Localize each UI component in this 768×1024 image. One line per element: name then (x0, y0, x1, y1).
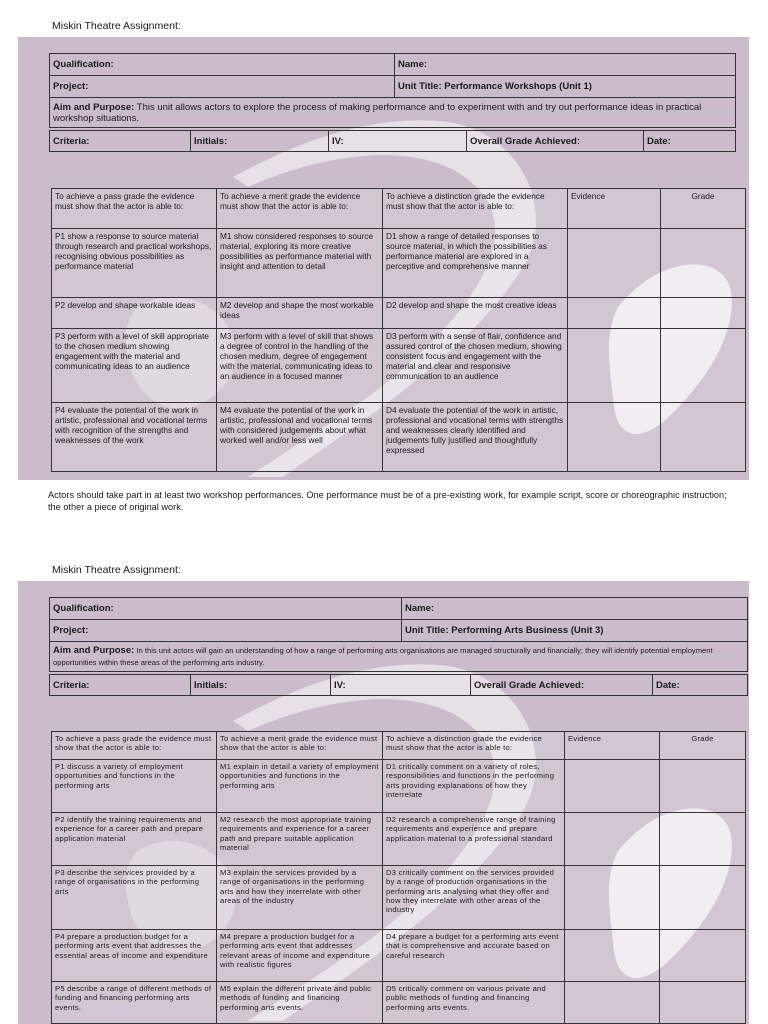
distinction-criterion: D2 research a comprehensive range of training requirements and experience and prepare application material to a professional standard (383, 813, 565, 866)
distinction-criterion: D5 critically comment on various private and public methods of funding and financing performing arts events. (383, 982, 565, 1024)
column-header-grade: Grade (661, 189, 746, 229)
criteria-row (52, 813, 746, 866)
distinction-criterion: D4 evaluate the potential of the work in artistic, professional and vocational terms with strengths and weaknesses clearly identified and judgements fully justified and thoughtfully expressed (383, 403, 568, 472)
column-header-merit: To achieve a merit grade the evidence must show that the actor is able to: (217, 732, 383, 760)
grade-cell[interactable] (660, 930, 746, 982)
aim-label: Aim and Purpose: (53, 644, 135, 656)
criteria-row (52, 760, 746, 813)
merit-criterion: M5 explain the different private and public methods of funding and financing performing arts events. (217, 982, 383, 1024)
grade-cell[interactable] (661, 298, 746, 329)
column-header-evidence: Evidence (565, 732, 660, 760)
assignment-grading-table (49, 130, 736, 152)
criteria-table (51, 731, 746, 1024)
assignment-header-table (49, 597, 748, 672)
assignment-caption: Miskin Theatre Assignment: (52, 20, 181, 32)
pass-criterion: P2 identify the training requirements and experience for a career path and prepare application material (52, 813, 217, 866)
merit-criterion: M2 develop and shape the most workable ideas (217, 298, 383, 329)
evidence-cell[interactable] (565, 866, 660, 930)
criteria-row (52, 298, 746, 329)
evidence-cell[interactable] (568, 329, 661, 403)
merit-criterion: M3 explain the services provided by a range of organisations in the performing arts and how they interrelate with other areas of the industry (217, 866, 383, 930)
evidence-cell[interactable] (568, 298, 661, 329)
grade-cell[interactable] (661, 329, 746, 403)
criteria-row (52, 229, 746, 298)
grade-cell[interactable] (660, 760, 746, 813)
evidence-cell[interactable] (565, 982, 660, 1024)
pass-criterion: P2 develop and shape workable ideas (52, 298, 217, 329)
column-header-evidence: Evidence (568, 189, 661, 229)
pass-criterion: P5 describe a range of different methods of funding and financing performing arts events. (52, 982, 217, 1024)
assignment-sheet (18, 37, 749, 480)
column-header-merit: To achieve a merit grade the evidence must show that the actor is able to: (217, 189, 383, 229)
project-field: Project: (50, 76, 395, 98)
grade-cell[interactable] (661, 403, 746, 472)
date-field: Date: (644, 131, 736, 152)
column-header-pass: To achieve a pass grade the evidence must show that the actor is able to: (52, 732, 217, 760)
criteria-field: Criteria: (50, 675, 191, 696)
grade-cell[interactable] (660, 866, 746, 930)
aim-label: Aim and Purpose: (53, 101, 135, 113)
distinction-criterion: D2 develop and shape the most creative ideas (383, 298, 568, 329)
initials-field: Initials: (191, 131, 329, 152)
merit-criterion: M2 research the most appropriate training requirements and experience for a career path and prepare suitable application material (217, 813, 383, 866)
project-field: Project: (50, 620, 402, 642)
assignment-sheet (18, 581, 749, 1024)
merit-criterion: M3 perform with a level of skill that shows a degree of control in the handling of the chosen medium, degree of engagement with the material, communicating ideas to an audience in a focused manner (217, 329, 383, 403)
pass-criterion: P4 prepare a production budget for a performing arts event that addresses the essential areas of income and expenditure (52, 930, 217, 982)
unit-title: Unit Title: Performance Workshops (Unit 1) (395, 76, 736, 98)
evidence-cell[interactable] (565, 760, 660, 813)
pass-criterion: P1 discuss a variety of employment opportunities and functions in the performing arts (52, 760, 217, 813)
initials-field: Initials: (191, 675, 331, 696)
overall-grade-field: Overall Grade Achieved: (467, 131, 644, 152)
grade-cell[interactable] (661, 229, 746, 298)
name-field: Name: (395, 54, 736, 76)
workshop-note: Actors should take part in at least two workshop performances. One performance must be of a pre-existing work, for example script, score or choreographic instruction; the other a piece of original work. (48, 490, 727, 513)
distinction-criterion: D3 critically comment on the services provided by a range of production organisations in the performing arts analysing what they offer and how they interrelate with other areas of the industry (383, 866, 565, 930)
pass-criterion: P1 show a response to source material through research and practical workshops, recognising obvious possibilities as performance material (52, 229, 217, 298)
column-header-grade: Grade (660, 732, 746, 760)
qualification-field: Qualification: (50, 54, 395, 76)
distinction-criterion: D3 perform with a sense of flair, confidence and assured control of the chosen medium, showing consistent focus and engagement with the material and clear and responsive communication to an audience (383, 329, 568, 403)
evidence-cell[interactable] (565, 813, 660, 866)
aim-and-purpose (50, 642, 748, 672)
iv-field: IV: (329, 131, 467, 152)
name-field: Name: (402, 598, 748, 620)
criteria-field: Criteria: (50, 131, 191, 152)
qualification-field: Qualification: (50, 598, 402, 620)
distinction-criterion: D1 critically comment on a variety of roles, responsibilities and functions in the performing arts providing explanations of how they interrelate (383, 760, 565, 813)
aim-text: In this unit actors will gain an understanding of how a range of performing arts organisations are managed structurally and financially; they will identify potential employment opportunities within these areas of the performing arts industry. (53, 645, 713, 667)
merit-criterion: M4 evaluate the potential of the work in artistic, professional and vocational terms with considered judgements about what worked well and/or less well (217, 403, 383, 472)
column-header-distinction: To achieve a distinction grade the evidence must show that the actor is able to: (383, 189, 568, 229)
pass-criterion: P4 evaluate the potential of the work in artistic, professional and vocational terms with recognition of the strengths and weaknesses of the work (52, 403, 217, 472)
grade-cell[interactable] (660, 982, 746, 1024)
aim-and-purpose (50, 98, 736, 128)
overall-grade-field: Overall Grade Achieved: (471, 675, 653, 696)
merit-criterion: M1 show considered responses to source material, exploring its more creative possibilities as performance material with insight and attention to detail (217, 229, 383, 298)
column-header-pass: To achieve a pass grade the evidence must show that the actor is able to: (52, 189, 217, 229)
criteria-row (52, 329, 746, 403)
grade-cell[interactable] (660, 813, 746, 866)
distinction-criterion: D4 prepare a budget for a performing arts event that is comprehensive and accurate based on careful research (383, 930, 565, 982)
assignment-grading-table (49, 674, 748, 696)
pass-criterion: P3 perform with a level of skill appropriate to the chosen medium showing engagement with the material and communicating ideas to an audience (52, 329, 217, 403)
aim-text: This unit allows actors to explore the process of making performance and to experiment with and try out performance ideas in practical workshop situations. (53, 101, 702, 124)
evidence-cell[interactable] (565, 930, 660, 982)
assignment-header-table (49, 53, 736, 128)
evidence-cell[interactable] (568, 229, 661, 298)
merit-criterion: M4 prepare a production budget for a performing arts event that addresses relevant areas of income and expenditure with realistic figures (217, 930, 383, 982)
evidence-cell[interactable] (568, 403, 661, 472)
pass-criterion: P3 describe the services provided by a range of organisations in the performing arts (52, 866, 217, 930)
assignment-caption: Miskin Theatre Assignment: (52, 564, 181, 576)
criteria-row (52, 866, 746, 930)
column-header-distinction: To achieve a distinction grade the evidence must show that the actor is able to: (383, 732, 565, 760)
criteria-row (52, 403, 746, 472)
iv-field: IV: (331, 675, 471, 696)
criteria-row (52, 982, 746, 1024)
criteria-row (52, 930, 746, 982)
criteria-table (51, 188, 746, 472)
merit-criterion: M1 explain in detail a variety of employment opportunities and functions in the performing arts (217, 760, 383, 813)
date-field: Date: (653, 675, 748, 696)
distinction-criterion: D1 show a range of detailed responses to source material, in which the possibilities as performance material are explored in a perceptive and comprehensive manner (383, 229, 568, 298)
unit-title: Unit Title: Performing Arts Business (Unit 3) (402, 620, 748, 642)
